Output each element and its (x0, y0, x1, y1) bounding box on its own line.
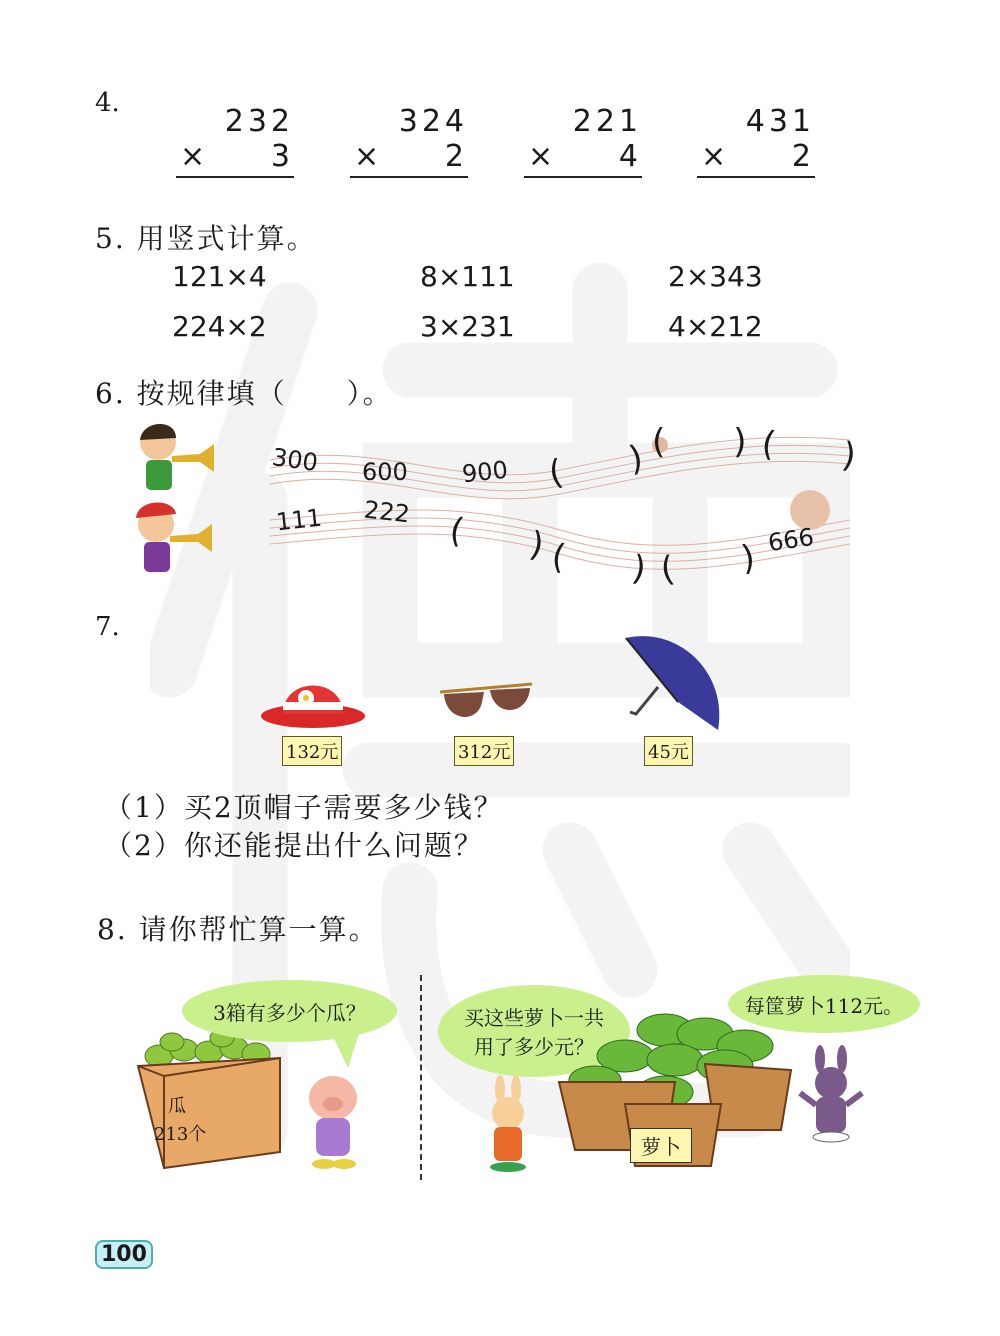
answer-line (524, 176, 642, 178)
multiplier: 4 (618, 139, 638, 174)
q6-title: 6. 按规律填（ ）。 (95, 377, 393, 410)
rabbit-character-icon (796, 1045, 866, 1145)
q7-question-2: （2）你还能提出什么问题？ (104, 829, 484, 862)
sequence-number: 900 (460, 455, 510, 489)
blank-paren[interactable]: ( ) (549, 536, 649, 590)
pig-character-icon (298, 1070, 368, 1170)
multiplier: 2 (444, 139, 464, 174)
hat-icon (258, 668, 368, 730)
answer-line (697, 176, 815, 178)
times-sign: × (180, 139, 206, 174)
answer-line (350, 176, 468, 178)
q5-title: 5. 用竖式计算。 (95, 222, 317, 255)
price-tag-sunglasses: 312元 (454, 736, 514, 766)
radish-label: 萝卜 (630, 1128, 692, 1163)
dashed-divider (420, 975, 422, 1180)
blank-paren[interactable]: ( ) (658, 537, 758, 591)
umbrella-icon (618, 632, 728, 732)
multiplier: 3 (270, 139, 290, 174)
boy-trumpet-icon (128, 500, 218, 575)
boy-trumpet-icon (130, 420, 220, 495)
calc-item: 2×343 (668, 260, 763, 293)
q7-number: 7. (95, 612, 120, 642)
blank-paren[interactable]: ( ) (446, 510, 547, 566)
rabbit-character-icon (478, 1075, 538, 1175)
answer-line (176, 176, 294, 178)
price-tag-umbrella: 45元 (644, 736, 693, 766)
calc-item: 8×111 (420, 260, 515, 293)
vertical-multiplication-4 (697, 104, 815, 178)
page-number: 100 (95, 1240, 153, 1269)
q7-question-1: （1）买2顶帽子需要多少钱？ (104, 791, 504, 824)
sequence-number: 600 (362, 458, 408, 486)
bubble-tail (330, 1030, 370, 1070)
q8-title: 8. 请你帮忙算一算。 (97, 913, 379, 946)
calc-item: 3×231 (420, 310, 515, 343)
blank-paren[interactable]: ( ) (652, 422, 747, 462)
calc-item: 4×212 (668, 310, 763, 343)
multiplier: 2 (791, 139, 811, 174)
box-label-count: 213个 (154, 1124, 207, 1145)
calc-item: 224×2 (172, 310, 267, 343)
sunglasses-icon (436, 678, 536, 726)
multiplicand: 221 (572, 104, 642, 139)
melon-box-icon (134, 1020, 284, 1170)
speech-bubble-rabbit-right: 每筐萝卜112元。 (728, 975, 920, 1033)
calc-item: 121×4 (172, 260, 267, 293)
bubble-text-line: 买这些萝卜一共 (464, 1006, 604, 1030)
blank-paren[interactable]: ( ) (545, 438, 646, 494)
vertical-multiplication-2 (350, 104, 468, 178)
multiplicand: 324 (398, 104, 468, 139)
times-sign: × (701, 139, 727, 174)
speech-bubble-pig: 3箱有多少个瓜？ (182, 980, 397, 1042)
price-tag-hat: 132元 (282, 736, 342, 766)
sequence-number: 300 (270, 442, 320, 478)
vertical-multiplication-3 (524, 104, 642, 178)
sequence-number: 666 (766, 522, 816, 558)
sequence-number: 222 (362, 495, 412, 529)
times-sign: × (354, 139, 380, 174)
multiplicand: 431 (745, 104, 815, 139)
vertical-multiplication-1 (176, 104, 294, 178)
multiplicand: 232 (224, 104, 294, 139)
q4-number: 4. (95, 88, 120, 118)
bubble-text-line: 用了多少元？ (474, 1035, 594, 1059)
blank-paren[interactable]: ( ) (759, 423, 859, 477)
times-sign: × (528, 139, 554, 174)
box-label-melon: 瓜 (168, 1096, 186, 1117)
sequence-number: 111 (274, 503, 324, 537)
